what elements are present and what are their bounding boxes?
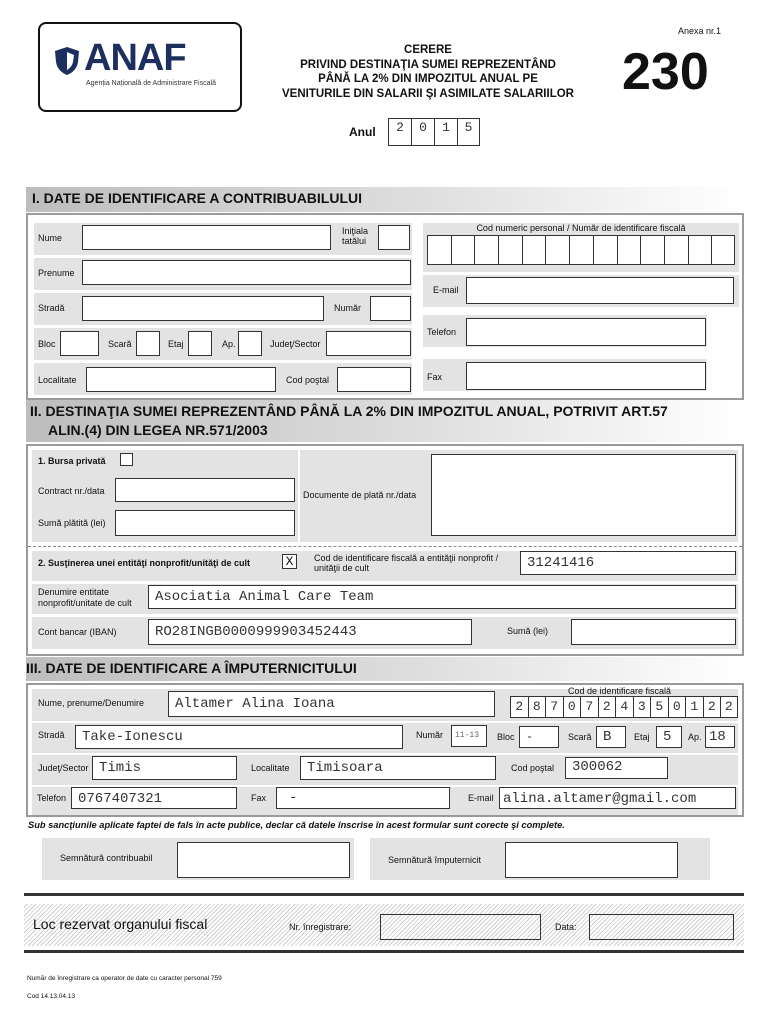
section-1-header: I. DATE DE IDENTIFICARE A CONTRIBUABILULUI <box>26 187 742 212</box>
year-field[interactable] <box>388 118 480 146</box>
strada-field[interactable] <box>82 296 324 321</box>
localitate-field[interactable] <box>86 367 276 392</box>
data-label: Data: <box>555 922 577 932</box>
initiala-label: Iniţiala tatălui <box>342 226 369 246</box>
semnatura-contribuabil-label: Semnătură contribuabil <box>60 853 153 863</box>
cnp-field[interactable] <box>427 235 735 265</box>
imp-nume-label: Nume, prenume/Denumire <box>38 698 145 708</box>
imp-cif-digit[interactable]: 7 <box>545 696 563 718</box>
documente-label: Documente de plată nr./data <box>303 490 417 500</box>
imp-cif-digit[interactable]: 2 <box>703 696 721 718</box>
cnp-digit[interactable] <box>474 235 498 265</box>
imp-scara-label: Scară <box>568 732 592 742</box>
cnp-digit[interactable] <box>711 235 735 265</box>
anaf-logo <box>38 22 242 112</box>
cnp-digit[interactable] <box>451 235 475 265</box>
cnp-digit[interactable] <box>427 235 451 265</box>
imp-cif-digit[interactable]: 2 <box>510 696 528 718</box>
nume-label: Nume <box>38 233 63 243</box>
cif-entitate-field[interactable]: 31241416 <box>520 551 736 575</box>
email-label: E-mail <box>433 285 459 295</box>
section-2-title-line: ALIN.(4) DIN LEGEA NR.571/2003 <box>48 422 268 438</box>
telefon-field[interactable] <box>466 318 706 346</box>
suma-label: Sumă (lei) <box>507 626 549 636</box>
imp-email-label: E-mail <box>468 793 494 803</box>
imp-cif-label: Cod de identificare fiscală <box>568 686 672 696</box>
cnp-digit[interactable] <box>664 235 688 265</box>
imp-strada-field[interactable]: Take-Ionescu <box>75 725 403 749</box>
numar-label: Număr <box>334 303 362 313</box>
declaration-text: Sub sancţiunile aplicate faptei de fals în acte publice, declar că datele înscrise în acest formular sunt corecte şi complete. <box>28 820 565 830</box>
imp-email-field[interactable]: alina.altamer@gmail.com <box>499 787 736 809</box>
cod-postal-label: Cod poştal <box>286 375 330 385</box>
initiala-field[interactable] <box>378 225 410 250</box>
data-field[interactable] <box>589 914 734 940</box>
scara-field[interactable] <box>136 331 160 356</box>
sustinere-checkbox[interactable]: X <box>282 554 297 569</box>
suma-field[interactable] <box>571 619 736 645</box>
semnatura-imputernicit-label: Semnătură împuternicit <box>388 855 482 865</box>
imp-ap-field[interactable]: 18 <box>705 726 735 748</box>
imp-numar-field[interactable]: 11-13 <box>451 725 487 747</box>
imp-nume-field[interactable]: Altamer Alina Ioana <box>168 691 495 717</box>
footer-operator: Număr de înregistrare ca operator de date cu caracter personal 759 <box>27 975 222 982</box>
title-line: VENITURILE DIN SALARII ŞI ASIMILATE SALARIILOR <box>282 87 574 100</box>
etaj-label: Etaj <box>168 339 184 349</box>
imp-codpostal-field[interactable]: 300062 <box>565 757 668 779</box>
year-digit[interactable]: 2 <box>388 118 411 146</box>
suma-platita-field[interactable] <box>115 510 295 536</box>
logo-subtitle: Agenția Națională de Administrare Fiscală <box>86 80 216 87</box>
contract-label: Contract nr./data <box>38 486 105 496</box>
cnp-digit[interactable] <box>688 235 712 265</box>
imp-cif-digit[interactable]: 4 <box>615 696 633 718</box>
fiscal-top-rule <box>24 893 744 896</box>
telefon-label: Telefon <box>427 327 457 337</box>
imp-cif-digit[interactable]: 8 <box>528 696 546 718</box>
logo-text: ANAF <box>84 37 186 79</box>
ap-field[interactable] <box>238 331 262 356</box>
cnp-digit[interactable] <box>569 235 593 265</box>
imp-etaj-field[interactable]: 5 <box>656 726 682 748</box>
year-digit[interactable]: 5 <box>457 118 480 146</box>
cif-entitate-label: Cod de identificare fiscală a entităţii nonprofit / unităţii de cult <box>314 553 499 573</box>
imp-localitate-label: Localitate <box>251 763 290 773</box>
denumire-label-1: Denumire entitate <box>38 587 110 597</box>
imp-cif-digit[interactable]: 7 <box>580 696 598 718</box>
imp-judet-label: Judeţ/Sector <box>38 763 89 773</box>
imp-fax-field[interactable]: - <box>276 787 450 809</box>
semnatura-imputernicit-field[interactable] <box>505 842 678 878</box>
fax-field[interactable] <box>466 362 706 390</box>
section-2-header <box>26 400 742 442</box>
judet-label: Judeţ/Sector <box>270 339 321 349</box>
imp-bloc-field[interactable]: - <box>519 726 559 748</box>
email-field[interactable] <box>466 277 734 304</box>
imp-fax-label: Fax <box>251 793 267 803</box>
bloc-field[interactable] <box>60 331 99 356</box>
etaj-field[interactable] <box>188 331 212 356</box>
imp-cif-digit[interactable]: 5 <box>650 696 668 718</box>
cnp-digit[interactable] <box>617 235 641 265</box>
imp-cif-digit[interactable]: 0 <box>668 696 686 718</box>
semnatura-contribuabil-field[interactable] <box>177 842 350 878</box>
imp-scara-field[interactable]: B <box>596 726 626 748</box>
imp-ap-label: Ap. <box>688 732 702 742</box>
imp-telefon-label: Telefon <box>37 793 67 803</box>
cnp-digit[interactable] <box>545 235 569 265</box>
suma-platita-label: Sumă plătită (lei) <box>38 518 106 528</box>
shield-icon <box>54 46 80 76</box>
anexa-label: Anexa nr.1 <box>678 26 722 36</box>
imp-cif-digit[interactable]: 3 <box>633 696 651 718</box>
documente-field[interactable] <box>431 454 736 536</box>
form-title <box>270 43 586 101</box>
denumire-label-2: nonprofit/unitate de cult <box>38 598 132 608</box>
numar-field[interactable] <box>370 296 411 321</box>
footer-cod: Cod 14.13.04.13 <box>27 993 76 1000</box>
judet-field[interactable] <box>326 331 411 356</box>
denumire-field[interactable]: Asociatia Animal Care Team <box>148 585 736 609</box>
bursa-label: 1. Bursa privată <box>38 456 106 466</box>
title-line: PÂNĂ LA 2% DIN IMPOZITUL ANUAL PE <box>318 73 538 85</box>
bursa-checkbox[interactable] <box>120 453 133 466</box>
cnp-digit[interactable] <box>640 235 664 265</box>
fax-label: Fax <box>427 372 443 382</box>
ap-label: Ap. <box>222 339 236 349</box>
section-3-header: III. DATE DE IDENTIFICARE A ÎMPUTERNICITULUI <box>26 657 742 681</box>
year-digit[interactable]: 1 <box>434 118 457 146</box>
imp-cif-digit[interactable]: 1 <box>685 696 703 718</box>
nr-inregistrare-label: Nr. înregistrare: <box>289 922 352 932</box>
scara-label: Scară <box>108 339 132 349</box>
fiscal-bottom-rule <box>24 950 744 953</box>
imp-etaj-label: Etaj <box>634 732 650 742</box>
section-2-title-line: II. DESTINAŢIA SUMEI REPREZENTÂND PÂNĂ LA 2% DIN IMPOZITUL ANUAL, POTRIVIT ART.57 <box>30 403 668 419</box>
fiscal-title: Loc rezervat organului fiscal <box>33 916 208 932</box>
cnp-digit[interactable] <box>498 235 522 265</box>
nume-field[interactable] <box>82 225 331 250</box>
iban-label: Cont bancar (IBAN) <box>38 627 117 637</box>
year-label: Anul <box>349 125 376 139</box>
imp-strada-label: Stradă <box>38 730 65 740</box>
prenume-field[interactable] <box>82 260 411 285</box>
cnp-digit[interactable] <box>593 235 617 265</box>
localitate-label: Localitate <box>38 375 77 385</box>
imp-localitate-field[interactable]: Timisoara <box>300 756 496 780</box>
title-line: PRIVIND DESTINAŢIA SUMEI REPREZENTÂND <box>300 58 556 71</box>
iban-field[interactable]: RO28INGB0000999903452443 <box>148 619 472 645</box>
imp-cif-field[interactable] <box>510 696 738 718</box>
imp-numar-label: Număr <box>416 730 444 740</box>
nr-inregistrare-field[interactable] <box>380 914 541 940</box>
imp-bloc-label: Bloc <box>497 732 515 742</box>
imp-cif-digit[interactable]: 2 <box>598 696 616 718</box>
imp-cif-digit[interactable]: 0 <box>563 696 581 718</box>
contract-field[interactable] <box>115 478 295 502</box>
strada-label: Stradă <box>38 303 65 313</box>
cod-postal-field[interactable] <box>337 367 411 392</box>
title-line: CERERE <box>404 44 452 56</box>
imp-cif-digit[interactable]: 2 <box>720 696 738 718</box>
cnp-digit[interactable] <box>522 235 546 265</box>
cnp-label: Cod numeric personal / Număr de identificare fiscală <box>476 223 686 233</box>
form-number: 230 <box>622 43 709 101</box>
year-digit[interactable]: 0 <box>411 118 434 146</box>
imp-codpostal-label: Cod poştal <box>511 763 555 773</box>
sustinere-label: 2. Susţinerea unei entităţi nonprofit/unităţi de cult <box>38 558 251 568</box>
imp-judet-field[interactable]: Timis <box>92 756 237 780</box>
prenume-label: Prenume <box>38 268 75 278</box>
imp-telefon-field[interactable]: 0767407321 <box>71 787 237 809</box>
bloc-label: Bloc <box>38 339 56 349</box>
